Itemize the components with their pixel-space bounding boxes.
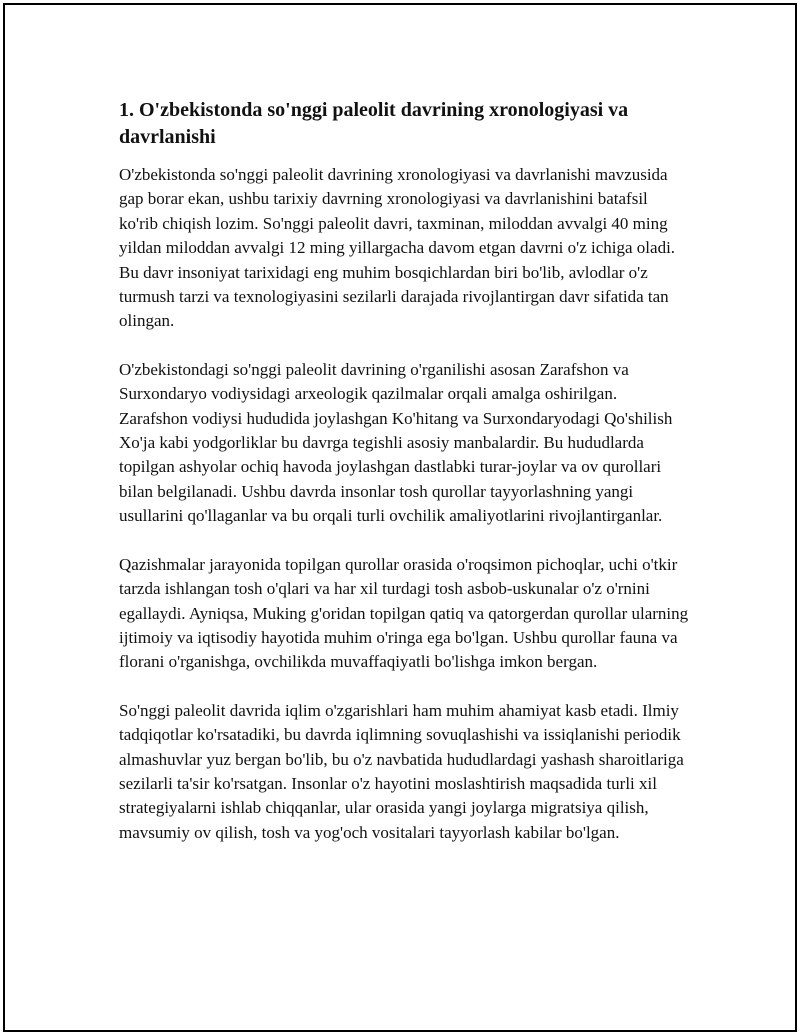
paragraph-2: O'zbekistondagi so'nggi paleolit davrining o'rganilishi asosan Zarafshon va Surxondaryo vodiysidagi arxeologik qazilmalar orqali amalga oshirilgan. Zarafshon vodiysi hududida joylashgan Ko'hitang va Surxondaryodagi Qo'shilish Xo'ja kabi yodgorliklar bu davrga tegishli asosiy manbalardir. Bu hududlarda topilgan ashyolar ochiq havoda joylashgan dastlabki turar-joylar va ov qurollari bilan belgilanadi. Ushbu davrda insonlar tosh qurollar tayyorlashning yangi usullarini qo'llaganlar va bu orqali turli ovchilik amaliyotlarini rivojlantirganlar. bbox=[119, 359, 673, 526]
paragraph-1: O'zbekistonda so'nggi paleolit davrining xronologiyasi va davrlanishi mavzusida gap borar ekan, ushbu tarixiy davrning xronologiyasi va davrlanishini batafsil ko'rib chiqish lozim. So'nggi paleolit davri, taxminan, miloddan avvalgi 40 ming yildan miloddan avvalgi 12 ming yillargacha davom etgan davrni o'z ichiga oladi. Bu davr insoniyat tarixidagi eng muhim bosqichlardan biri bo'lib, avlodlar o'z turmush tarzi va texnologiyasini sezilarli darajada rivojlantirgan davr sifatida tan olingan. bbox=[119, 165, 676, 331]
document-body bbox=[119, 97, 689, 869]
document-page bbox=[3, 3, 797, 1032]
section-heading: 1. O'zbekistonda so'nggi paleolit davrining xronologiyasi va davrlanishi bbox=[119, 99, 629, 148]
paragraph-4: So'nggi paleolit davrida iqlim o'zgarishlari ham muhim ahamiyat kasb etadi. Ilmiy tadqiqotlar ko'rsatadiki, bu davrda iqlimning sovuqlashishi va issiqlanishi periodik almashuvlar yuz bergan bo'lib, bu o'z navbatida hududlardagi yashash sharoitlariga sezilarli ta'sir ko'rsatgan. Insonlar o'z hayotini moslashtirish maqsadida turli xil strategiyalarni ishlab chiqqanlar, ular orasida yangi joylarga migratsiya qilish, mavsumiy ov qilish, tosh va yog'och vositalari tayyorlash kabilar bo'lgan. bbox=[119, 700, 684, 842]
paragraph-3: Qazishmalar jarayonida topilgan qurollar orasida o'roqsimon pichoqlar, uchi o'tkir tarzda ishlangan tosh o'qlari va har xil turdagi tosh asbob-uskunalar o'z o'rnini egallaydi. Ayniqsa, Muking g'oridan topilgan qatiq va qatorgerdan qurollar ularning ijtimoiy va iqtisodiy hayotida muhim o'ringa ega bo'lgan. Ushbu qurollar fauna va florani o'rganishga, ovchilikda muvaffaqiyatli bo'lishga imkon bergan. bbox=[119, 554, 689, 672]
